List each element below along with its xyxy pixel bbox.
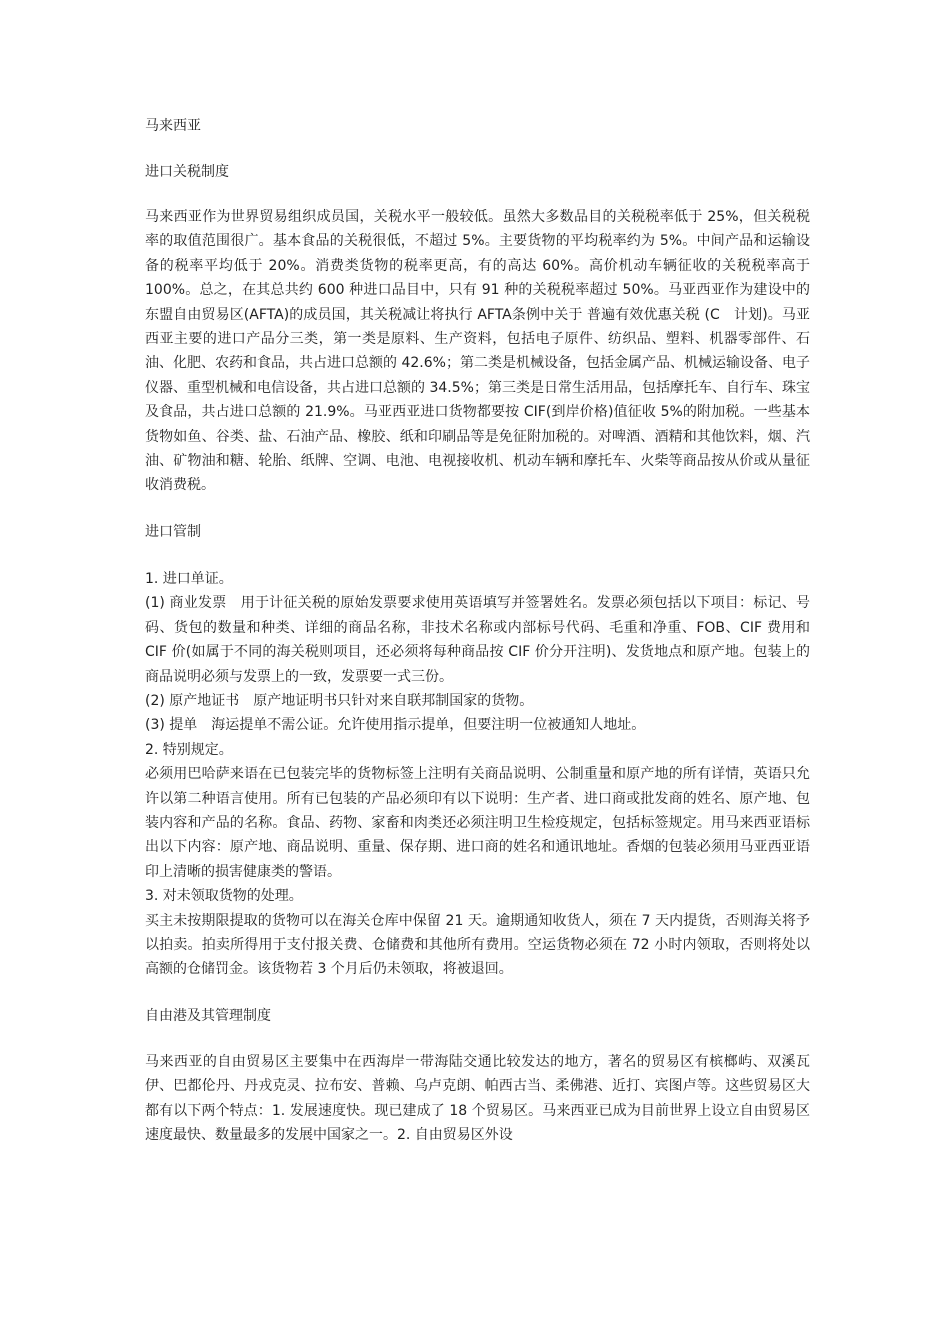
unclaimed-goods-heading: 3. 对未领取货物的处理。 (145, 888, 303, 905)
commercial-invoice-item: (1) 商业发票 用于计征关税的原始发票要求使用英语填写并签署姓名。发票必须包括以下项目：标记、号码、货包的数量和种类、详细的商品名称，非技术名称或内部标号代码、毛重和净重、FOB、CIF 费用和 CIF 价(如属于不同的海关税则项目，还必须将每种商品按 CIF 价分开注明)、发货地点和原产地。包装上的商品说明必须与发票上的一致，发票要一式三份。 (145, 595, 810, 685)
section-heading-import-control: 进口管制 (145, 523, 201, 540)
paragraph-free-port: 马来西亚的自由贸易区主要集中在西海岸一带海陆交通比较发达的地方，著名的贸易区有槟榔屿、双溪瓦伊、巴都伦丹、丹戎克灵、拉布安、普赖、乌卢克朗、帕西古当、柔佛港、近打、宾图卢等。这些贸易区大都有以下两个特点：1. 发展速度快。现已建成了 18 个贸易区。马来西亚已成为目前世界上设立自由贸易区速度最快、数量最多的发展中国家之一。2. 自由贸易区外设 (145, 1053, 810, 1143)
document-title: 马来西亚 (145, 118, 201, 134)
special-rules-heading: 2. 特别规定。 (145, 741, 233, 758)
section-heading-free-port: 自由港及其管理制度 (145, 1007, 271, 1024)
bill-of-lading-item: (3) 提单 海运提单不需公证。允许使用指示提单，但要注明一位被通知人地址。 (145, 717, 646, 734)
section-heading-tariff: 进口关税制度 (145, 164, 229, 180)
paragraph-tariff: 马来西亚作为世界贸易组织成员国，关税水平一般较低。虽然大多数品目的关税税率低于 25%，但关税税率的取值范围很广。基本食品的关税很低，不超过 5%。主要货物的平均税率约为 5%。中间产品和运输设备的税率平均低于 20%。消费类货物的税率更高，有的高达 60%。高价机动车辆征收的关税税率高于 100%。总之，在其总共约 600 种进口品目中，只有 91 种的关税税率超过 50%。马亚西亚作为建设中的东盟自由贸易区(AFTA)的成员国，其关税减让将执行 AFTA条例中关于 普遍有效优惠关税 (C 计划)。马亚西亚主要的进口产品分三类，第一类是原料、生产资料，包括电子原件、纺织品、塑料、机器零部件、石油、化肥、农药和食品，共占进口总额的 42.6%；第二类是机械设备，包括金属产品、机械运输设备、电子仪器、重型机械和电信设备，共占进口总额的 34.5%；第三类是日常生活用品，包括摩托车、自行车、珠宝及食品，共占进口总额的 21.9%。马亚西亚进口货物都要按 CIF(到岸价格)值征收 5%的附加税。一些基本货物如鱼、谷类、盐、石油产品、橡胶、纸和印刷品等是免征附加税的。对啤酒、酒精和其他饮料，烟、汽油、矿物油和糖、轮胎、纸牌、空调、电池、电视接收机、机动车辆和摩托车、火柴等商品按从价或从量征收消费税。 (145, 209, 810, 494)
special-rules-text: 必须用巴哈萨来语在已包装完毕的货物标签上注明有关商品说明、公制重量和原产地的所有详情，英语只允许以第二种语言使用。所有已包装的产品必须印有以下说明：生产者、进口商或批发商的姓名、原产地、包装内容和产品的名称。食品、药物、家畜和肉类还必须注明卫生检疫规定，包括标签规定。用马来西亚语标出以下内容：原产地、商品说明、重量、保存期、进口商的姓名和通讯地址。香烟的包装必须用马亚西亚语印上清晰的损害健康类的警语。 (145, 766, 810, 880)
document-page (145, 114, 810, 1147)
paragraph-import-control (145, 567, 810, 982)
unclaimed-goods-text: 买主未按期限提取的货物可以在海关仓库中保留 21 天。逾期通知收货人，须在 7 天内提货，否则海关将予以拍卖。拍卖所得用于支付报关费、仓储费和其他所有费用。空运货物必须在 72 小时内领取，否则将处以高额的仓储罚金。该货物若 3 个月后仍未领取，将被退回。 (145, 912, 810, 978)
certificate-of-origin-item: (2) 原产地证书 原产地证明书只针对来自联邦制国家的货物。 (145, 692, 534, 709)
import-docs-heading: 1. 进口单证。 (145, 570, 233, 587)
